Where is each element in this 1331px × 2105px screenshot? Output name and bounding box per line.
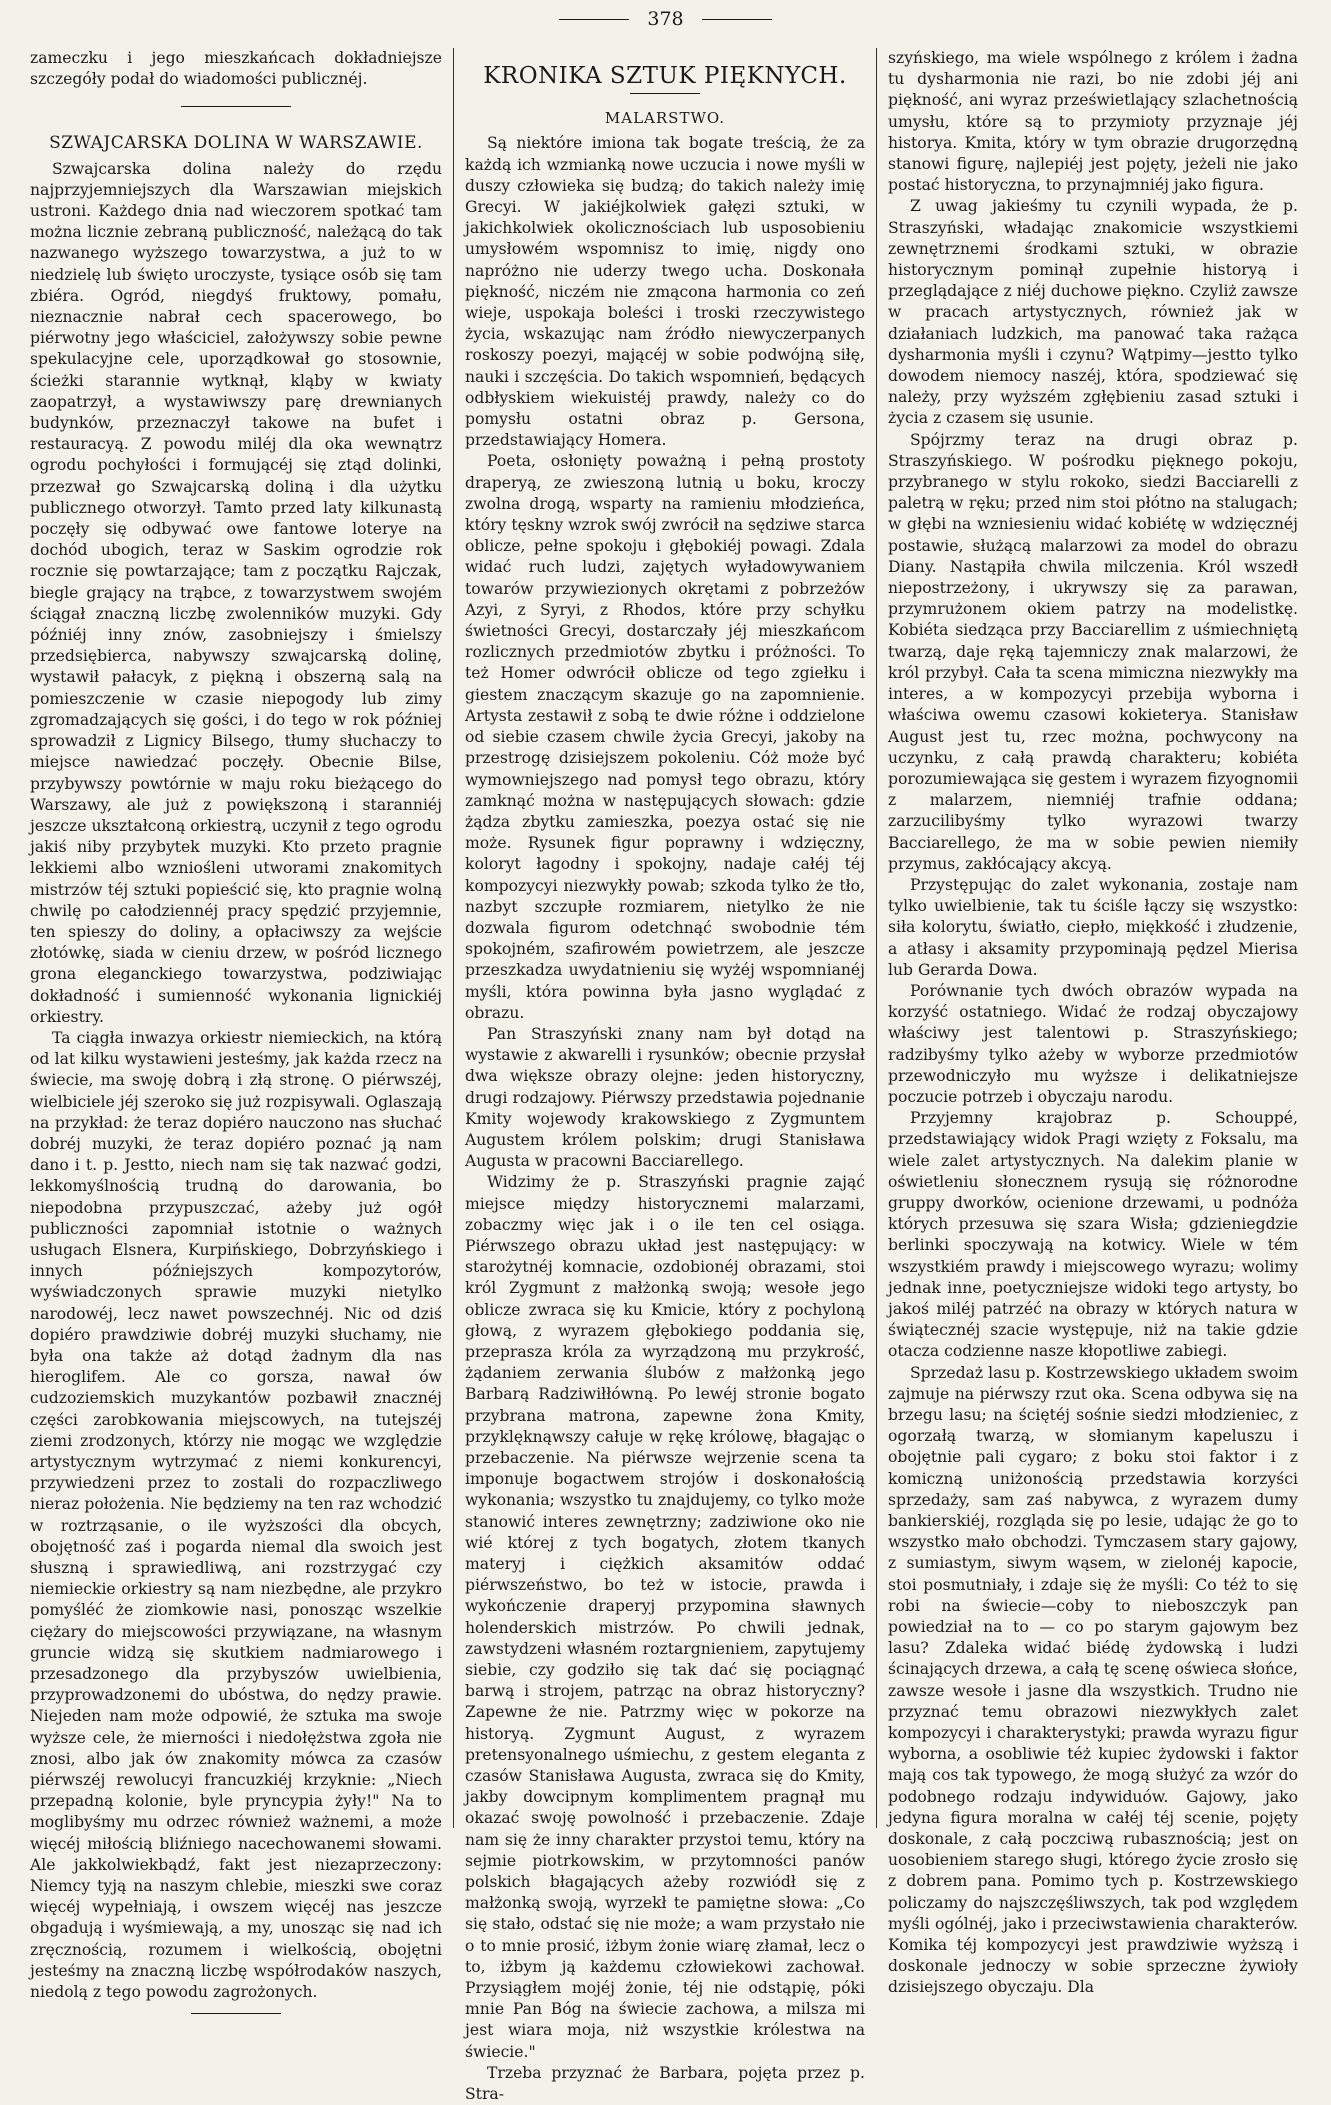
header-rule-right	[702, 19, 772, 20]
article-paragraph: Trzeba przyznać że Barbara, pojęta przez p. Stra-	[465, 2063, 865, 2104]
article-end-rule	[191, 2013, 281, 2014]
column-divider	[453, 48, 454, 1828]
article-paragraph: Przystępując do zalet wykonania, zostaje nam tylko uwielbienie, tak tu ściśle łączy się wszystko: siła kolorytu, światło, ciepło, miękkość i złudzenie, a atłasy i aksamity przypominają pędzel Mierisa lub Gerarda Dowa.	[888, 875, 1298, 979]
article-paragraph: Sprzedaż lasu p. Kostrzewskiego układem swoim zajmuje na piérwszy rzut oka. Scena odbywa się na brzegu lasu; na ściętéj sośnie siedzi młodzieniec, z ogorzałą twarzą, w słomianym kapeluszu i obojętnie pali cygaro; z boku stoi faktor i z komiczną uniżonością przedstawia korzyści sprzedaży, sam zaś nabywca, z wyrazem dumy bankierskiéj, rozgląda się po lesie, udając że go to wszystko mało obchodzi. Tymczasem stary gajowy, z sumiastym, siwym wąsem, w zielonéj kapocie, stoi posmutniały, i zdaje się że myśli: Co téż to się robi na świecie—coby to nieboszczyk pan powiedział na to — co po starym gajowym bez lasu? Zdaleka widać biédę żydowską i ludzi ścinających drzewa, a całą tę scenę oświeca słońce, zawsze wesołe i jasne dla wszystkich. Trudno nie przyznać temu obrazowi niezwykłych zalet kompozycyi i charakterystyki; prawda wyrazu figur wyborna, a osobliwie téż kupiec żydowski i faktor mają cos tak typowego, że mogą służyć za wzór do podobnego rodzaju indywiduów. Gajowy, jako jedyna figura moralna w całéj téj scenie, pojęty doskonale, z całą poczciwą rubasznością; jest on uosobieniem starego sługi, którego życie zrosło się z dobrem pana. Pomimo tych p. Kostrzewskiego policzamy do najszczęśliwszych, tak pod względem myśli ogólnéj, jako i przeciwstawienia charakterów. Komika téj kompozycyi jest prawdziwie wyższą i doskonale jednoczy w sobie sprzeczne żywioły dzisiejszego obyczaju. Dla	[888, 1363, 1298, 1997]
header-rule-left	[559, 19, 629, 20]
article-paragraph: Poeta, osłonięty poważną i pełną prostoty draperyą, ze zwieszoną lutnią u boku, kroczy zwolna drogą, wsparty na ramieniu młodzieńca, który tęskny wzrok swój zwrócił na sędziwe starca oblicze, pełne spokoju i głębokiéj powagi. Zdala widać ruch ludzi, zajętych wyładowywaniem towarów przywiezionych okrętami z pobrzeżów Azyi, z Syryi, z Rhodos, które przy schyłku świetności Grecyi, dostarczały jéj mieszkańcom rozlicznych przedmiotów zbytku i próżności. To też Homer odwrócił oblicze od tego zgiełku i giestem znaczącym skazuje go na zapomnienie. Artysta zestawił z sobą te dwie różne i oddzielone od siebie czasem chwile życia Grecyi, jakoby na przestrogę dzisiejszem pokoleniu. Cóż może być wymowniejszego nad pomysł tego obrazu, który zamknąć można w następujących słowach: gdzie żądza zbytku zamieszka, poezya ostać się nie może. Rysunek figur poprawny i wdzięczny, koloryt łagodny i spokojny, nadaje całéj téj kompozycyi niezwykły powab; szkoda tylko że tło, nazbyt szczupłe rozmiarem, nietylko że nie dozwala figurom odetchnąć swobodnie tém spokojném, szafirowém powietrzem, ale jeszcze przeszkadza uwydatnieniu się wyżéj wspomnianéj myśli, która powinna była jasno wyglądać z obrazu.	[465, 452, 865, 1022]
article-paragraph: Są niektóre imiona tak bogate treścią, że za każdą ich wzmianką nowe uczucia i nowe myśli w duszy człowieka się budzą; do takich należy imię Grecyi. W jakiéjkolwiek gałęzi sztuki, w jakichkolwiek okolicznościach lub usposobieniu umysłowém wspomnisz to imię, nigdy ono napróżno nie uderzy twego ucha. Doskonała piękność, niczém nie zmącona harmonia co zeń wieje, uspokaja boleści i troski rzeczywistego życia, wskazując nam źródło niewyczerpanych roskoszy poezyi, mającéj w sobie podwójną siłę, nauki i szczęścia. Do takich wspomnień, będących odbłyskiem wiekuistéj prawdy, należy co do pomysłu ostatni obraz p. Gersona, przedstawiający Homera.	[465, 134, 865, 450]
page-header	[0, 8, 1331, 30]
column-middle	[465, 48, 865, 2104]
article-heading: SZWAJCARSKA DOLINA W WARSZAWIE.	[49, 133, 423, 154]
article-paragraph: Z uwag jakieśmy tu czynili wypada, że p. Straszyński, władając znakomicie wszystkiemi zewnętrznemi środkami sztuki, w obrazie historycznym pominął zupełnie historyą i przeglądające z niéj duchowe piękno. Czyliż zawsze w pracach artystycznych, również jak w działaniach ludzkich, ma panować taka rażąca dysharmonia myśli i czynu? Wątpimy—jestto tylko dowodem niemocy naszéj, która, spodziewać się należy, przy wyższém zgłębieniu zasad sztuki i życia z czasem się usunie.	[888, 197, 1298, 428]
article-paragraph: Pan Straszyński znany nam był dotąd na wystawie z akwarelli i rysunków; obecnie przysłał dwa większe obrazy olejne: jeden historyczny, drugi rodzajowy. Piérwszy przedstawia pojednanie Kmity wojewody krakowskiego z Zygmuntem Augustem królem polskim; drugi Stanisława Augusta w pracowni Bacciarellego.	[465, 1024, 865, 1171]
page-number: 378	[647, 8, 684, 30]
article-paragraph: Porównanie tych dwóch obrazów wypada na korzyść ostatniego. Widać że rodzaj obyczajowy właściwy jest talentowi p. Straszyńskiego; radzibyśmy tylko ażeby w wyborze przedmiotów przewodniczyło mu wyższe i delikatniejsze poczucie potrzeb i obyczaju narodu.	[888, 981, 1298, 1106]
title-rule	[630, 93, 700, 94]
column-divider	[876, 48, 877, 1828]
column-right	[888, 48, 1298, 1997]
article-paragraph: szyńskiego, ma wiele wspólnego z królem i żadna tu dysharmonia nie razi, bo nie zdobi jéj ani piękność, ani wyraz prześwietlający szlachetnością umysłu, które są to przymioty przyznaje jéj historya. Kmita, który w tym obrazie drugorzędną stanowi figurę, najlepiéj jest pojęty, jeżeli nie jako postać historyczna, to przynajmniéj jako figura.	[888, 49, 1298, 195]
section-subheading: MALARSTWO.	[604, 109, 726, 128]
article-paragraph: Przyjemny krajobraz p. Schouppé, przedstawiający widok Pragi wzięty z Foksalu, ma wiele zalet artystycznych. Na dalekim planie w oświetleniu słonecznem rysują się różnorodne gruppy dworków, ocienione drzewami, u podnóża których przesuwa się szara Wisła; gdzieniegdzie berlinki spoczywają na kotwicy. Wiele w tém wszystkiém prawdy i miejscowego wyrazu; wolimy jednak inne, poetyczniejsze widoki tego artysty, bo jakoś miléj patrzéć na obrazy w których natura w świątecznéj szacie występuje, niż na takie gdzie otacza codzienne nasze kłopotliwe zabiegi.	[888, 1109, 1298, 1361]
article-paragraph: Szwajcarska dolina należy do rzędu najprzyjemniejszych dla Warszawian miejskich ustroni. Każdego dnia nad wieczorem spotkać tam można licznie zebraną publiczność, należącą do tak nazwanego wyższego towarzystwa, a już to w niedzielę lub święto uroczyste, tysiące osób się tam zbiéra. Ogród, niegdyś fruktowy, pomału, nieznacznie nabrał cech spacerowego, bo piérwotny jego właściciel, założywszy sobie pewne spekulacyjne cele, uporządkował go stosownie, ścieżki starannie wytknął, kląby w kwiaty zaopatrzył, a wystawiwszy parę drewnianych budynków, przeznaczył takowe na bufet i restauracyą. Z powodu miléj dla oka wewnątrz ogrodu pochyłości i formującéj się ztąd dolinki, przezwał go Szwajcarską doliną i dla użytku publicznego otworzył. Tamto przed laty kilkunastą poczęły się odbywać owe fantowe loterye na dochód ubogich, teraz w Saskim ogrodzie rok rocznie się powtarzające; tam z początku Rajczak, biegle grający na trąbce, z towarzystwem swojém ściągał znaczną liczbę zwolenników muzyki. Gdy późniéj inny znów, zasobniejszy i śmielszy przedsiębierca, nabywszy szwajcarską dolinę, wystawił pałacyk, z piękną i obszerną salą na pomieszczenie w czasie niepogody lub zimy zgromadzających się gości, i do tego w rok później sprowadził z Lignicy Bilsego, tłumy słuchaczy to miejsce nawiedzać poczęły. Obecnie Bilse, przybywszy powtórnie w maju roku bieżącego do Warszawy, ale już z powiększoną i staranniéj jeszcze ukształconą orkiestrą, uczynił z tego ogrodu jakiś niby przybytek muzyki. Kto przeto pragnie lekkiemi albo wzniośleni utworami znakomitych mistrzów téj sztuki popieścić się, kto pragnie wolną chwilę po całodziennéj pracy spędzić przyjemnie, ten spieszy do doliny, a opłaciwszy za wejście złotówkę, siada w cieniu drzew, w pośród licznego grona eleganckiego towarzystwa, podziwiając dokładność i sumienność wykonania lignickiéj orkiestry.	[30, 159, 442, 1026]
article-paragraph: Spójrzmy teraz na drugi obraz p. Straszyńskiego. W pośrodku pięknego pokoju, przybranego w stylu rokoko, siedzi Bacciarelli z paletrą w ręku; przed nim stoi płótno na stalugach; w głębi na wzniesieniu widać kobiétę w wdzięcznéj postawie, służącą malarzowi za model do obrazu Diany. Nastąpiła chwila milczenia. Król wszedł niepostrzeżony, i ukrywszy się za parawan, przymrużonem okiem patrzy na modelistkę. Kobiéta siedząca przy Bacciarellim z uśmiechniętą twarzą, daje ręką tajemniczy znak malarzowi, że król przybył. Cała ta scena mimiczna niezwykły ma interes, a w kompozycyi przebija wyborna i właściwa owemu czasowi kokieterya. Stanisław August jest tu, rzec można, pochwycony na uczynku, z całą prawdą charakteru; kobiéta porozumiewająca się gestem i wyrazem fizyognomii z malarzem, niemniéj trafnie oddana; zarzucilibyśmy tylko wyrazowi twarzy Bacciarellego, że ma w sobie pewien niemiły przymus, zakłócający akcyą.	[888, 430, 1298, 873]
section-separator	[181, 106, 291, 107]
continued-text: zameczku i jego mieszkańcach dokładniejsze szczegóły podał do wiadomości publicznéj.	[30, 49, 442, 89]
section-title: KRONIKA SZTUK PIĘKNYCH.	[483, 63, 847, 89]
column-left	[30, 48, 442, 2002]
article-paragraph: Ta ciągła inwazya orkiestr niemieckich, na którą od lat kilku wystawieni jesteśmy, jak każda rzecz na świecie, ma swoję dobrą i złą stronę. O piérwszéj, wielbiciele jéj szeroko się już rozpisywali. Oglaszają na przykład: że teraz dopiéro nauczono nas słuchać dobréj muzyki, że teraz dopiéro poznać ją nam dano i t. p. Jestto, niech nam się tak nazwać godzi, lekkomyślnością trudną do darowania, bo niepodobna przypuszczać, ażeby już ogół publiczności zapomniał istotnie o ważnych usługach Elsnera, Kurpińskiego, Dobrzyńskiego i innych późniejszych kompozytorów, wyświadczonych sprawie muzyki nietylko narodowéj, lecz nawet powszechnéj. Nic od dziś dopiéro prawdziwie dobréj muzyki słuchamy, nie była ona także aż dotąd żadnym dla nas hieroglifem. Ale co gorsza, nawał ów cudzoziemskich muzykantów pozbawił znacznéj części zarobkowania miejscowych, na tutejszéj ziemi zrodzonych, którzy nie mogąc we względzie artystycznym wytrzymać z niemi konkurencyi, przywiedzeni przez to zostali do rozpaczliwego nieraz położenia. Nie będziemy na ten raz wchodzić w roztrząsanie, o ile wyższości dla obcych, obojętność zaś i pogarda niemal dla swoich jest słuszną i sprawiedliwą, ani rozstrzygać czy niemieckie orkiestry są nam niezbędne, ale przykro pomyśléć że ziomkowie nasi, ponosząc wszelkie ciężary do miejscowości przywiązane, na własnym gruncie widzą się skutkiem nadmiarowego i przesadzonego dla przybyszów uwielbienia, przyprowadzonemi do ubóstwa, do nędzy prawie. Niejeden nam może odpowié, że sztuka ma swoje wyższe cele, że mierności i niedołężstwa zgoła nie znosi, albo jak ów znakomity mówca za czasów piérwszéj rewolucyi francuzkiéj krzyknie: „Niech przepadną kolonie, byle pryncypia żyły!" Na to moglibyśmy mu odrzec również ważnemi, a może więcéj miłością bliźniego nacechowanemi słowami. Ale jakkolwiekbądź, fakt jest niezaprzeczony: Niemcy tyją na naszym chlebie, mieszki swe coraz więcéj wypełniają, i owszem więcéj nas jeszcze obgadują i wyśmiewają, a my, unosząc się nad ich zręcznością, rozumem i wielkością, obojętni jesteśmy na znaczną liczbę współrodaków naszych, niedolą z tego powodu zagrożonych.	[30, 1028, 442, 2002]
article-paragraph: Widzimy że p. Straszyński pragnie zająć miejsce między historycznemi malarzami, zobaczmy więc jak i o ile ten cel osiąga. Piérwszego obrazu układ jest następujący: w starożytnéj komnacie, ozdobionéj obrazami, stoi król Zygmunt z małżonką swoją; wesołe jego oblicze zwraca się ku Kmicie, który z pochyloną głową, z wyrazem głębokiego poddania się, przeprasza króla za wyrządzoną mu przykrość, żądaniem zerwania ślubów z małżonką jego Barbarą Radziwiłłówną. Po lewéj stronie bogato przybrana matrona, zapewne żona Kmity, przyklęknąwszy całuje w rękę królowę, błagając o przebaczenie. Na piérwsze wejrzenie scena ta imponuje bogactwem strojów i doskonałością wykonania; wszystko tu znajdujemy, co tylko może stanowić interes zewnętrzny; zadziwione oko nie wié której z tych bogatych, złotem tkanych materyj i ciężkich aksamitów oddać piérwszeństwo, bo też w istocie, prawda i wykończenie draperyj przypomina sławnych holenderskich mistrzów. Po chwili jednak, zawstydzeni własném roztargnieniem, zapytujemy siebie, czy godziło się tak dać się pociągnąć barwą i strojem, patrząc na obraz historyczny? Zapewne że nie. Patrzmy więc w pokorze na historyą. Zygmunt August, z wyrazem pretensyonalnego uśmiechu, z gestem eleganta z czasów Stanisława Augusta, zwraca się do Kmity, jakby dowcipnym komplimentem pragnął mu okazać swoję powolność i przebaczenie. Zdaje nam się że inny charakter przystoi temu, który na sejmie piotrkowskim, w przytomności panów polskich błagających ażeby rozwiódł się z małżonką swoją, wyrzekł te pamiętne słowa: „Co się stało, odstać się nie może; a wam przystało nie o to mnie prosić, iżbym żonie wiarę złamał, lecz o to, iżbym ją każdemu człowiekowi zachował. Przysiągłem mojéj żonie, téj nie odstąpię, póki mnie Pan Bóg na świecie zachowa, a milsza mi jest wiara moja, niż wszystkie królestwa na świecie."	[465, 1173, 865, 2061]
